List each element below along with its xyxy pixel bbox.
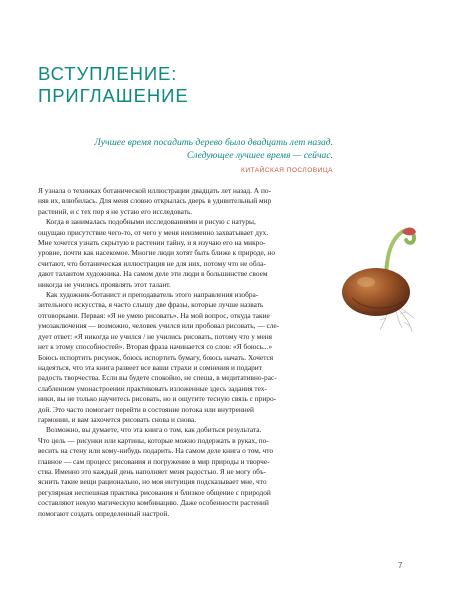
text-line: дают талантом художника. На самом деле эти люди в большинстве своем: [38, 269, 268, 279]
text-line: ощущаю присутствие чего-то, от чего у меня неизменно захватывает дух.: [38, 227, 269, 237]
text-line: гармонии, и вам захочется рисовать снова и снова.: [38, 414, 197, 424]
text-line: Мне хочется узнать скрытую в растении тайну, и я изучаю его на микро-: [38, 238, 266, 248]
text-line: растений, и с тех пор я не устаю его исследовать.: [38, 206, 193, 216]
text-line: весить на стену или кому-нибудь подарить. На самом деле книга о том, что: [38, 446, 274, 456]
text-line: зительного искусства, я часто слышу две фразы, которые лучше назвать: [38, 300, 264, 310]
sprout-tip-icon: [402, 228, 416, 236]
text-line: умозаключения — возможно, человек учился или пробовал рисовать, — сле-: [38, 321, 280, 331]
text-line: отговорками. Первая: «Я не умею рисовать». На мой вопрос, откуда такие: [38, 310, 270, 320]
text-line: яснить такие вещи рационально, но моя интуиция подсказывает мне, что: [38, 477, 267, 487]
text-line: ства. Именно это каждый день наполняет меня радостью. Я не могу объ-: [38, 466, 266, 476]
text-line: помогают создать определенный настрой.: [38, 508, 170, 518]
text-line: регулярная неспешная практика рисования и близкое общение с природой: [38, 487, 271, 497]
text-line: нет к этому способностей». Вторая фраза начинается со слов: «Я боюсь...»: [38, 342, 273, 352]
text-line: радость творчества. Если вы будете спокойно, не спеша, в медитативно-рас-: [38, 373, 277, 383]
paragraph: [38, 290, 326, 425]
text-line: главное — сам процесс рисования и погружение в мир природы и творче-: [38, 456, 270, 466]
epigraph-quote-line: Следующее лучшее время — сейчас.: [186, 149, 333, 161]
text-line: надеяться, что эта книга развеет все ваши страхи и сомнения и подарит: [38, 362, 262, 372]
epigraph-quote-line: Лучшее время посадить дерево было двадцать лет назад.: [94, 137, 333, 148]
page-number: 7: [398, 561, 403, 570]
text-line: считают, что ботаническая иллюстрация не для них, потому что не обла-: [38, 258, 266, 268]
text-line: дой. Это часто помогает перейти в состояние потока или внутренней: [38, 404, 254, 414]
text-line: Возможно, вы думаете, что эта книга о том, как добиться результата.: [46, 425, 262, 435]
text-line: уровне, почти как насекомое. Многие люди хотят быть ближе к природе, но: [38, 248, 275, 258]
text-line: Я узнала о техниках ботанической иллюстрации двадцать лет назад. А по-: [38, 186, 271, 195]
epigraph-attribution: КИТАЙСКАЯ ПОСЛОВИЦА: [241, 167, 333, 174]
chapter-title: [38, 63, 189, 107]
text-line: никогда не учились проявлять этот талант.: [38, 279, 171, 289]
epigraph-quote: [43, 137, 333, 162]
sprouting-seed-illustration: [330, 218, 438, 338]
chapter-title-line: ВСТУПЛЕНИЕ:: [38, 63, 178, 84]
paragraph: [38, 425, 326, 519]
text-line: Что цель — рисунки или картины, которые можно подержать в руках, по-: [38, 435, 269, 445]
chapter-title-line: ПРИГЛАШЕНИЕ: [38, 85, 189, 106]
epigraph: [43, 137, 333, 174]
text-line: составляют некую магическую комбинацию. Даже особенности растений: [38, 498, 269, 508]
body-text: [38, 186, 326, 519]
seed-icon: [342, 268, 410, 316]
text-line: ники, вы не только научитесь рисовать, но и ощутите тесную связь с приро-: [38, 394, 277, 404]
paragraph: [38, 186, 326, 217]
text-line: няв их, влюбилась. Для меня словно открылась дверь в удивительный мир: [38, 196, 272, 206]
paragraph: [38, 217, 326, 290]
text-line: Как художник-ботанист и преподаватель этого направления изобра-: [46, 290, 259, 300]
text-line: Боюсь испортить рисунок, боюсь испортить бумагу, боюсь начать. Хочется: [38, 352, 274, 362]
text-line: Когда я занималась подобными исследованиями и рисую с натуры,: [46, 217, 256, 227]
text-line: слабленном умонастроении практиковать изложенные здесь задания тех-: [38, 383, 267, 393]
text-line: дует ответ: «Я никогда не учился / не учились рисовать, потому что у меня: [38, 331, 273, 341]
